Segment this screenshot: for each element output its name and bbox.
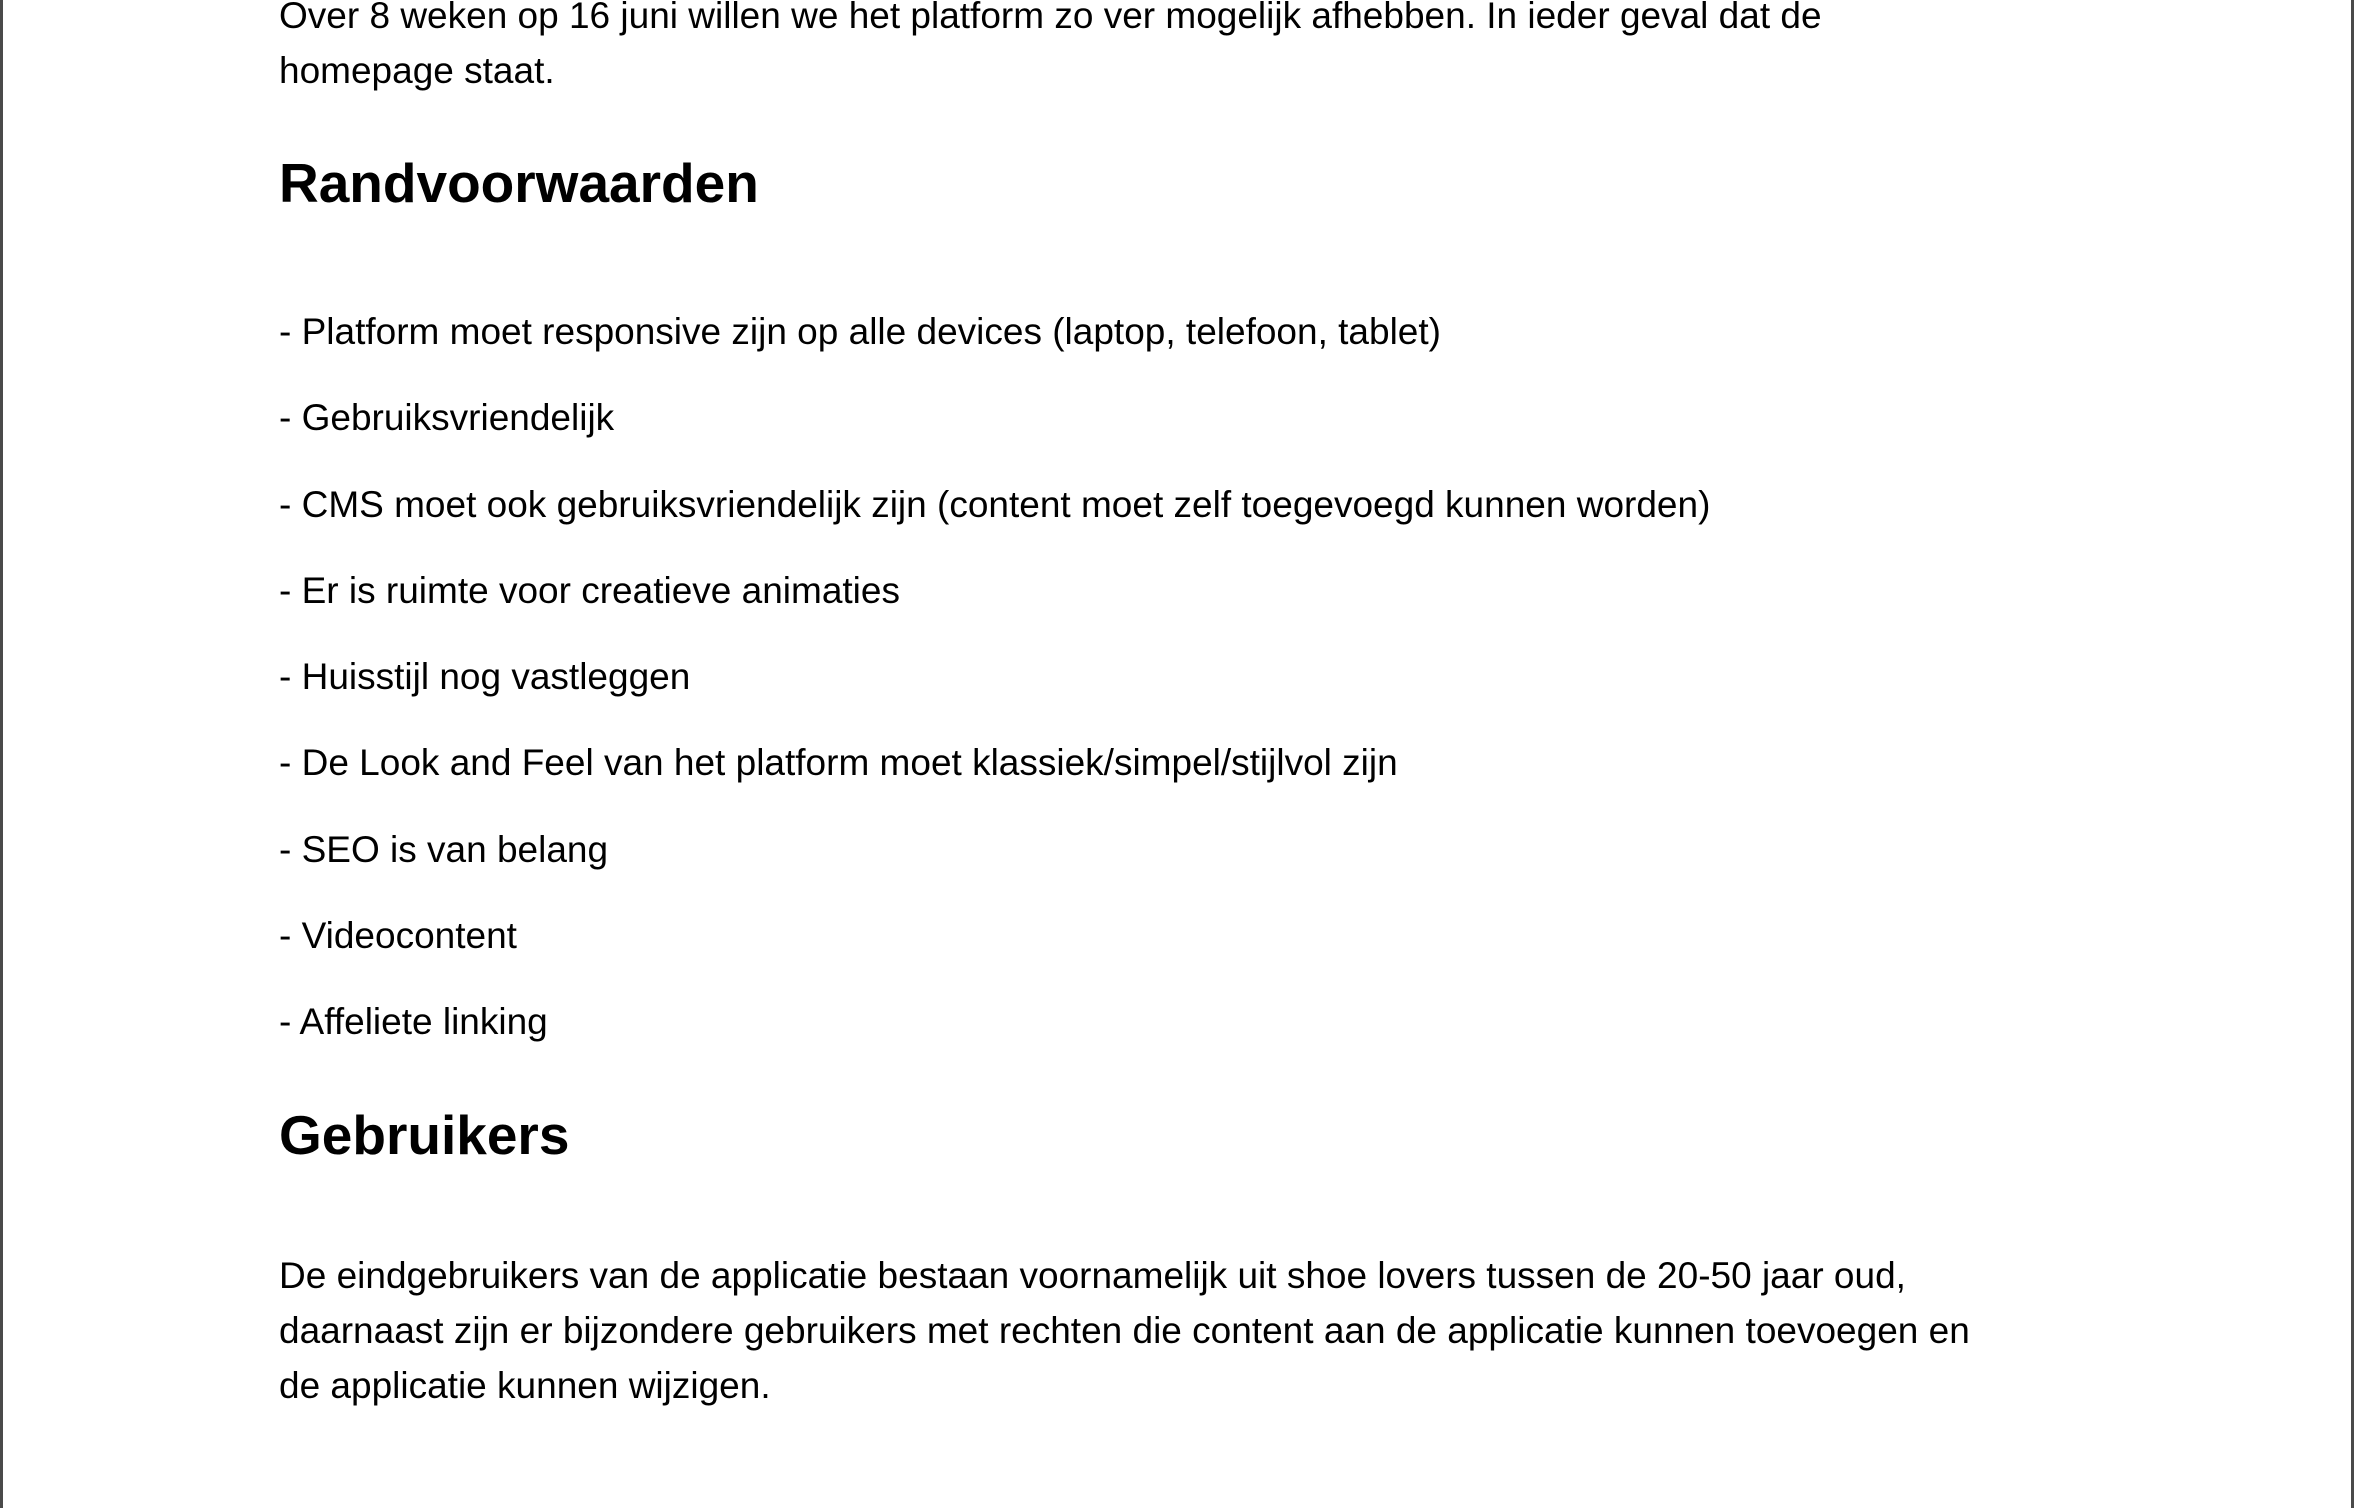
intro-line: Over 8 weken op 16 juni willen we het platform zo ver mogelijk afhebben. In ieder geval dat de: [279, 0, 1822, 36]
list-item: - SEO is van belang: [279, 828, 609, 870]
intro-paragraph: [279, 0, 1822, 98]
list-item: - Er is ruimte voor creatieve animaties: [279, 569, 900, 611]
users-paragraph: [279, 1248, 1970, 1413]
heading-randvoorwaarden: Randvoorwaarden: [279, 152, 759, 214]
list-item: - CMS moet ook gebruiksvriendelijk zijn (content moet zelf toegevoegd kunnen worden): [279, 483, 1711, 525]
list-item: - De Look and Feel van het platform moet klassiek/simpel/stijlvol zijn: [279, 742, 1398, 784]
list-item: - Gebruiksvriendelijk: [279, 397, 615, 439]
list-item: - Videocontent: [279, 915, 517, 957]
conditions-list: [279, 304, 1710, 1081]
list-item: - Affeliete linking: [279, 1001, 548, 1043]
page-left-border: [0, 0, 3, 1508]
users-line: daarnaast zijn er bijzondere gebruikers met rechten die content aan de applicatie kunnen toevoegen en: [279, 1310, 1970, 1351]
list-item: - Platform moet responsive zijn op alle devices (laptop, telefoon, tablet): [279, 311, 1441, 352]
list-item: - Huisstijl nog vastleggen: [279, 656, 691, 698]
intro-line: homepage staat.: [279, 50, 555, 91]
users-line: De eindgebruikers van de applicatie bestaan voornamelijk uit shoe lovers tussen de 20-50 jaar oud,: [279, 1255, 1906, 1296]
heading-gebruikers: Gebruikers: [279, 1104, 570, 1166]
users-line: de applicatie kunnen wijzigen.: [279, 1365, 771, 1406]
